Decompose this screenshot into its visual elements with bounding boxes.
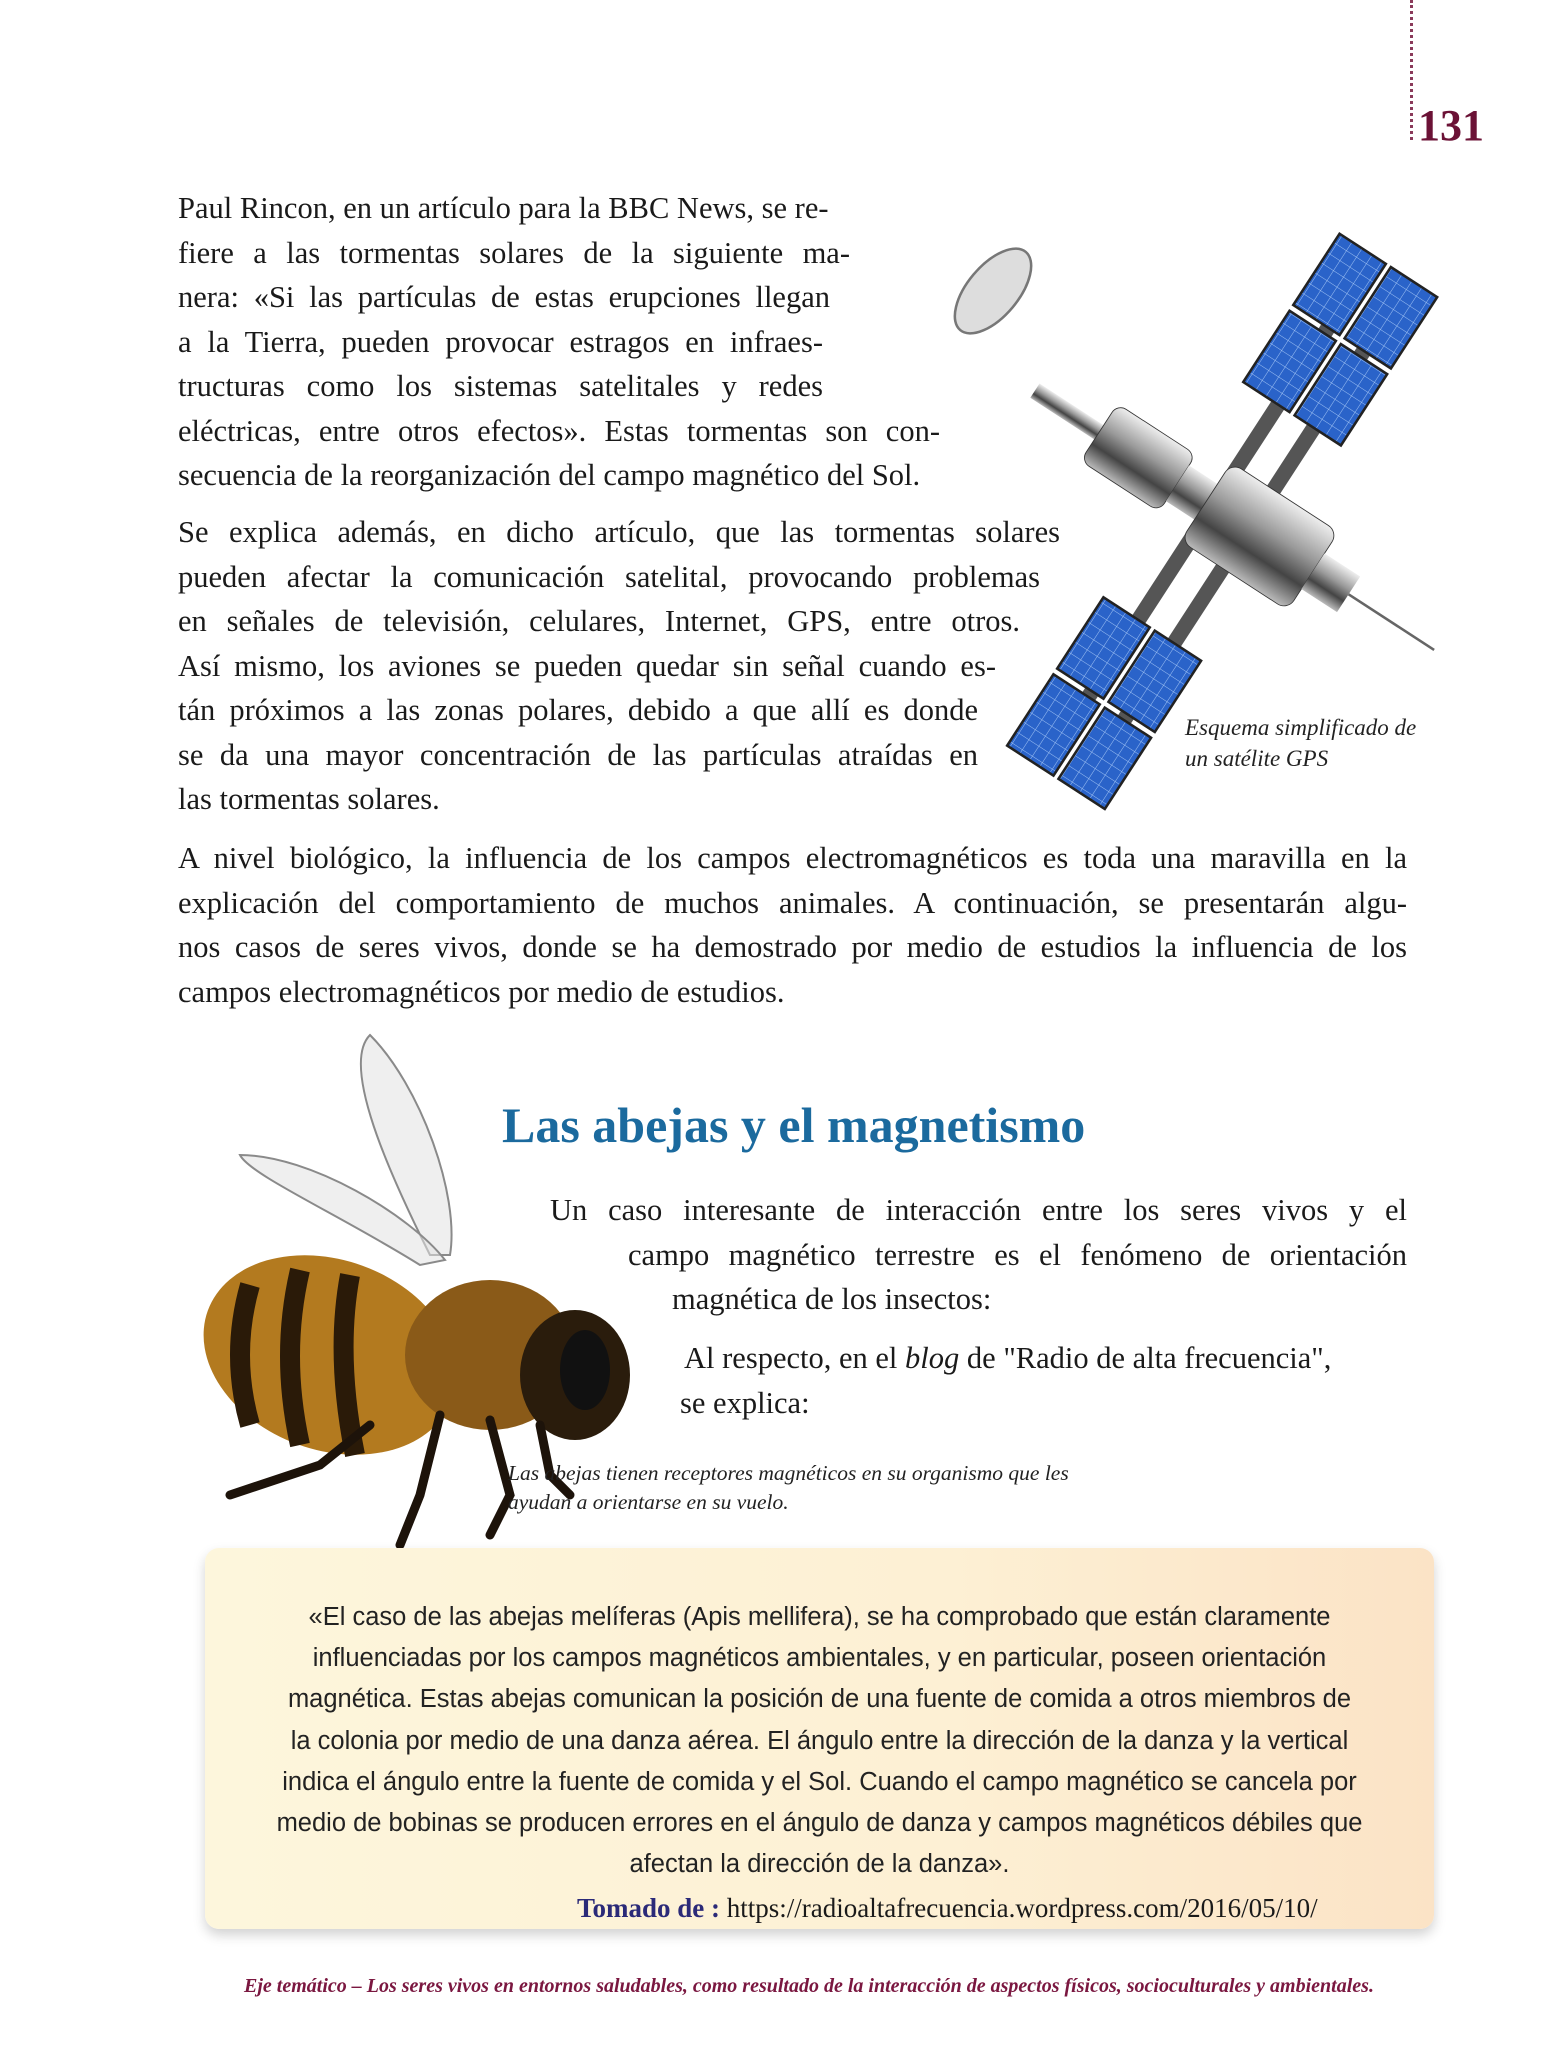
blog-emphasis: blog: [905, 1341, 960, 1375]
blog-intro: [680, 1336, 1332, 1425]
text-line: se da una mayor concentración de las partículas atraídas en: [178, 737, 978, 772]
source-citation: [577, 1893, 1318, 1924]
section-heading: Las abejas y el magnetismo: [502, 1097, 1086, 1153]
text: Al respecto, en el: [684, 1341, 906, 1375]
source-url[interactable]: https://radioaltafrecuencia.wordpress.com/2016/05/10/: [726, 1893, 1318, 1923]
text: de "Radio de alta frecuencia",: [959, 1341, 1332, 1375]
text-line: eléctricas, entre otros efectos». Estas tormentas son con-: [178, 413, 940, 448]
caption-line: ayudan a orientarse en su vuelo.: [508, 1490, 789, 1514]
bee-paragraph: [550, 1188, 1407, 1322]
page-margin-dotted-line: [1410, 0, 1413, 140]
text-line: Un caso interesante de interacción entre los seres vivos y el: [550, 1193, 1407, 1227]
text-line: en señales de televisión, celulares, Internet, GPS, entre otros.: [178, 604, 1020, 638]
text-line: las tormentas solares.: [178, 782, 440, 816]
quote-line: magnética. Estas abejas comunican la posición de una fuente de comida a otros miembros de: [287, 1685, 1352, 1714]
text-line: tructuras como los sistemas satelitales y redes: [178, 369, 823, 403]
quote-line: influenciadas por los campos magnéticos ambientales, y en particular, poseen orientación: [312, 1644, 1327, 1673]
satellite-caption: [1185, 712, 1416, 774]
text-line: campos electromagnéticos por medio de estudios.: [178, 974, 785, 1009]
third-paragraph: [178, 836, 1407, 1014]
quote-line: afectan la dirección de la danza».: [629, 1850, 1010, 1879]
text-line: A nivel biológico, la influencia de los campos electromagnéticos es toda una maravilla en la: [178, 841, 1407, 875]
text-line: nera: «Si las partículas de estas erupciones llegan: [178, 280, 830, 314]
caption-line: un satélite GPS: [1185, 746, 1329, 771]
quote-line: medio de bobinas se producen errores en el ángulo de danza y campos magnéticos débiles que: [276, 1809, 1363, 1838]
page-number: 131: [1418, 101, 1484, 150]
text-line: [684, 1336, 1331, 1381]
caption-line: Las abejas tienen receptores magnéticos en su organismo que les: [508, 1461, 1069, 1485]
bee-caption: [508, 1459, 1069, 1517]
second-paragraph: [178, 510, 1060, 822]
page-footer: Eje temático – Los seres vivos en entornos saludables, como resultado de la interacción de aspectos físicos, socioculturales y ambientales.: [244, 1975, 1374, 1997]
text-line: se explica:: [680, 1385, 810, 1420]
text-line: fiere a las tormentas solares de la siguiente ma-: [178, 235, 850, 270]
text-line: tán próximos a las zonas polares, debido a que allí es donde: [178, 693, 978, 727]
quote-line: indica el ángulo entre la fuente de comida y el Sol. Cuando el campo magnético se cancela por: [282, 1767, 1357, 1796]
text-line: explicación del comportamiento de muchos animales. A continuación, se presentarán algu-: [178, 885, 1407, 920]
text-line: campo magnético terrestre es el fenómeno de orientación: [628, 1237, 1407, 1272]
intro-paragraph: [178, 186, 940, 498]
text-line: secuencia de la reorganización del campo magnético del Sol.: [178, 458, 921, 492]
text-line: Así mismo, los aviones se pueden quedar sin señal cuando es-: [178, 648, 996, 683]
text-line: nos casos de seres vivos, donde se ha demostrado por medio de estudios la influencia de los: [178, 930, 1407, 964]
text-line: pueden afectar la comunicación satelital, provocando problemas: [178, 559, 1040, 594]
blog-quote: [215, 1597, 1424, 1885]
text-line: Paul Rincon, en un artículo para la BBC News, se re-: [178, 191, 829, 225]
quote-line: la colonia por medio de una danza aérea. El ángulo entre la dirección de la danza y la vertical: [290, 1726, 1349, 1755]
quote-line: «El caso de las abejas melíferas (Apis mellifera), se ha comprobado que están claramente: [308, 1603, 1331, 1631]
caption-line: Esquema simplificado de: [1185, 715, 1417, 740]
text-line: a la Tierra, pueden provocar estragos en infraes-: [178, 324, 823, 359]
text-line: magnética de los insectos:: [672, 1282, 992, 1316]
text-line: Se explica además, en dicho artículo, que las tormentas solares: [178, 515, 1060, 549]
source-label: Tomado de :: [577, 1893, 721, 1923]
